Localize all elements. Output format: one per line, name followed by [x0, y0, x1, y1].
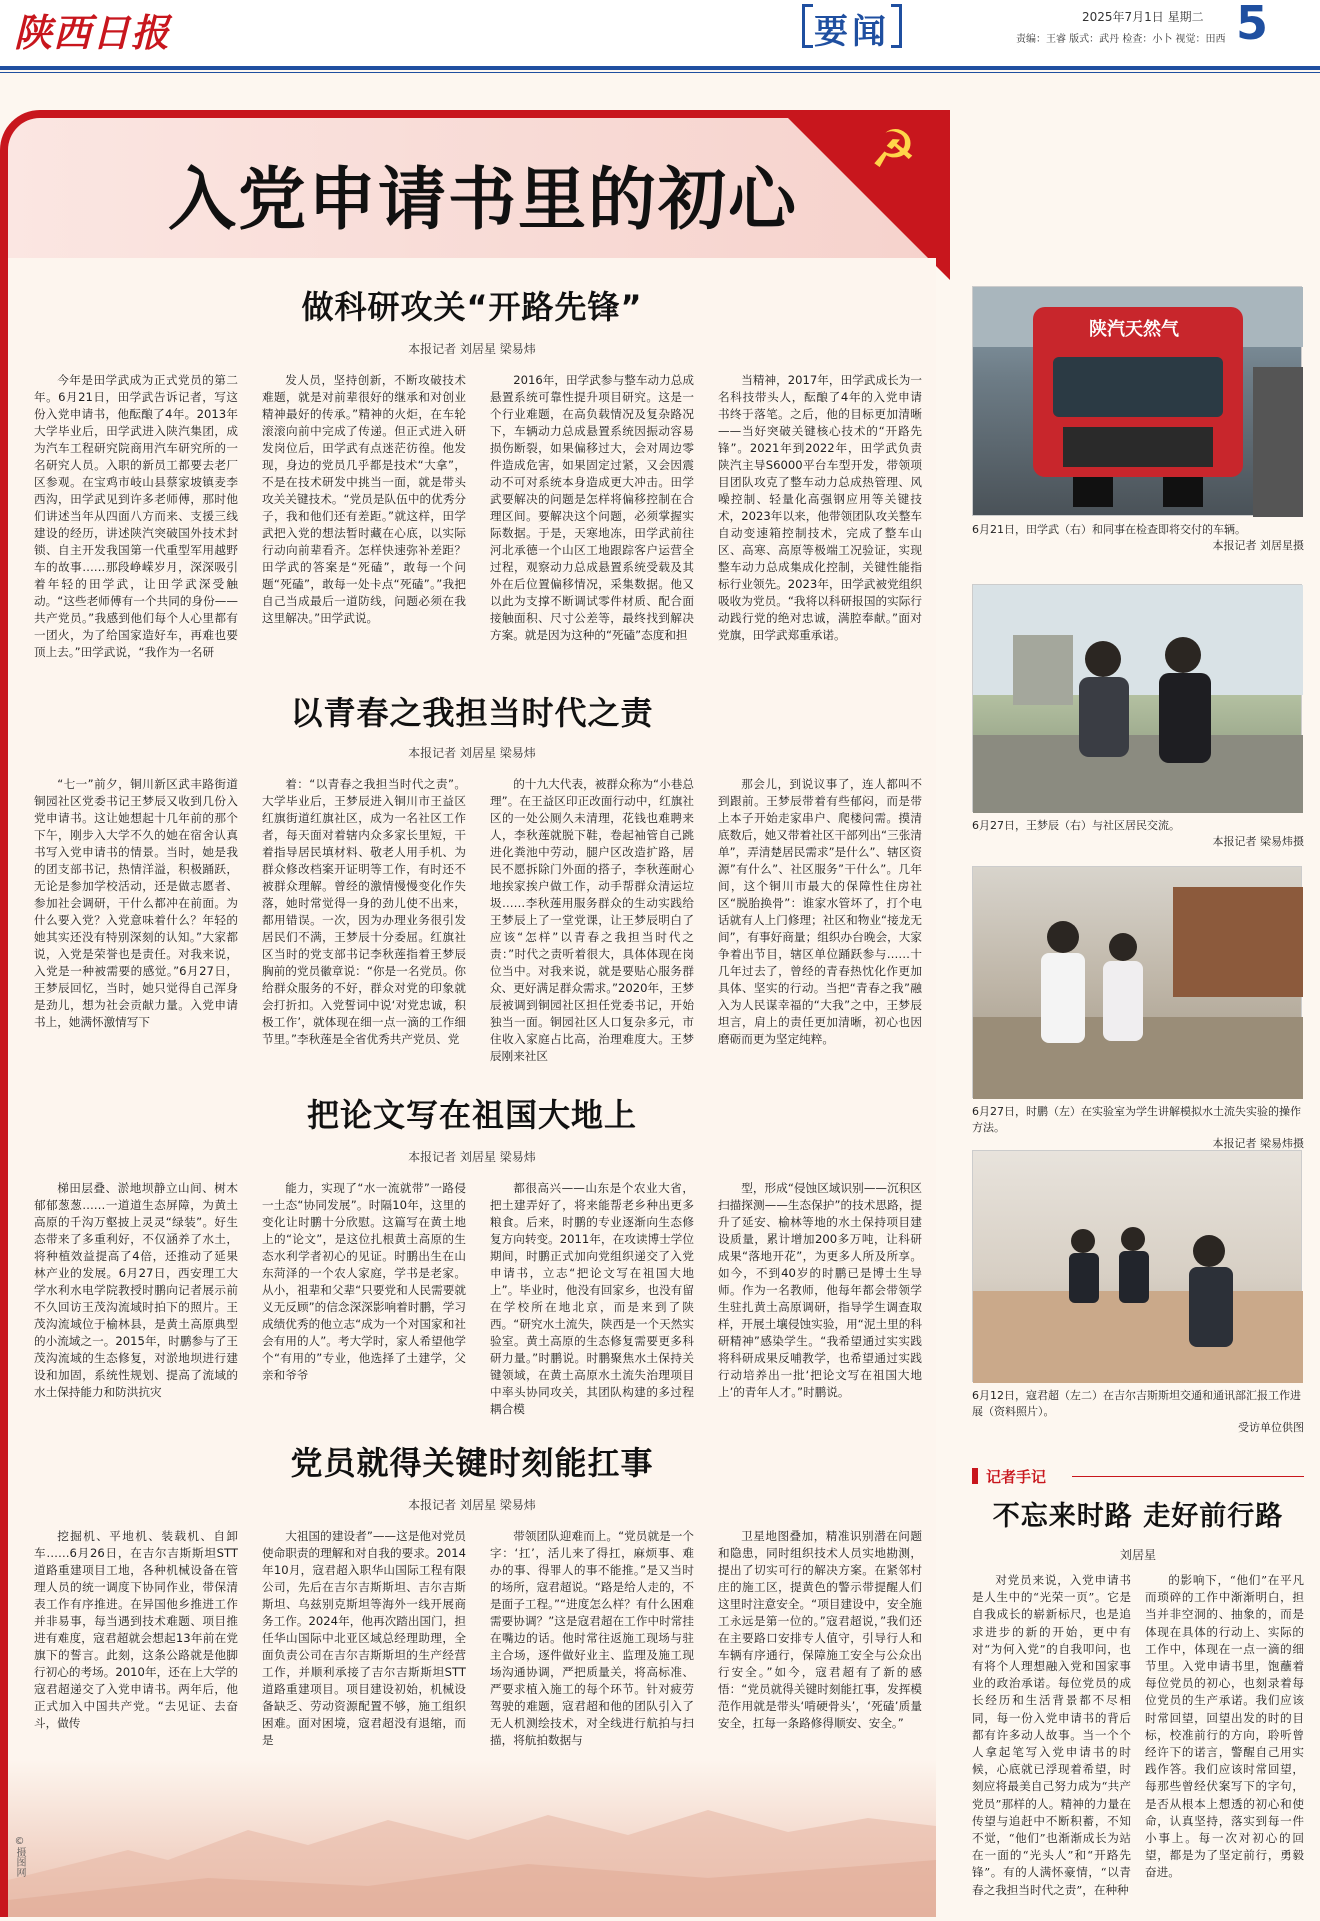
- photo-caption-4: [972, 1388, 1304, 1436]
- red-flag-corner: [780, 110, 950, 280]
- photo-truck: [972, 286, 1302, 516]
- truck-brand-text: 陕汽天然气: [1089, 319, 1179, 340]
- caption-credit: 本报记者 梁易炜摄: [1212, 1137, 1304, 1150]
- article-3-col-4: 型，形成“侵蚀区域识别——沉积区扫描探测——生态保护”的技术思路，提升了延安、榆林等地的水土保持项目建设质量，累计增加200多万吨，让科研成果“落地开花”，为更多人所及所享。如今，不到40岁的时鹏已是博士生导师。作为一名教师，他每年都会带领学生驻扎黄土高原调研，指导学生调查取样，开展土壤侵蚀实验，用“泥土里的科研精神”感染学生。“我希望通过实实践将科研成果反哺教学，也希望通过实践行动培养出一批‘把论文写在祖国大地上’的青年人才。”时鹏说。: [718, 1181, 922, 1399]
- article-body-4: [34, 1528, 922, 1754]
- community-illustration: [973, 585, 1303, 813]
- caption-text: 6月27日，时鹏（左）在实验室为学生讲解模拟水土流失实验的操作方法。: [972, 1105, 1301, 1134]
- hammer-sickle-icon: ☭: [870, 120, 917, 180]
- caption-credit: 本报记者 刘居星摄: [1212, 539, 1304, 552]
- article-4-col-1: 挖掘机、平地机、装载机、自卸车……6月26日，在吉尔吉斯斯坦STT道路重建项目工地，各种机械设备在管理人员的统一调度下协同作业，带保清表工作有序推进。在异国他乡推进工作并非易事，每当遇到技术难题、项目推进有难度，寇君超就会想起13年前在党旗下的誓言。此刻，这条公路就是他脚行初心的考场。2010年，还在上大学的寇君超递交了入党申请书。两年后，他正式加入中国共产党。“去见证、去奋斗，做传: [34, 1529, 238, 1730]
- article-4-col-3: 带领团队迎难而上。“党员就是一个字：‘扛’，活儿来了得扛，麻烦事、难办的事、得罪人的事不能推。”是又当时的场所，寇君超说。“路是给人走的，不是面子工程。”“进度怎么样？有什么困难需要协调？”这是寇君超在工作中时常挂在嘴边的话。他时常往返施工现场与驻主合场，逐件做好业主、监理及施工现场沟通协调，严把质量关，将高标准、严要求植入施工的每个环节。针对疲劳驾驶的难题，寇君超和他的团队引入了无人机测绘技术，对全线进行航拍与扫描，将航拍数据与: [490, 1529, 694, 1747]
- photo-community: [972, 584, 1302, 812]
- great-wall-illustration: [8, 1760, 936, 1917]
- caption-text: 6月12日，寇君超（左二）在吉尔吉斯斯坦交通和通讯部汇报工作进展（资料照片）。: [972, 1389, 1301, 1418]
- article-1-col-1: 今年是田学武成为正式党员的第二年。6月21日，田学武告诉记者，写这份入党申请书，他酝酿了4年。2013年大学毕业后，田学武进入陕汽集团，成为汽车工程研究院商用汽车研究所的一名研究人员。入职的新员工都要去老厂区参观。在宝鸡市岐山县蔡家坡镇麦李西沟，田学武见到许多老师傅，那时他们讲述当年从四面八方而来、支援三线建设的经历，讲述陕汽突破国外技术封锁、自主开发我国第一代重型军用越野车的故事……那段峥嵘岁月，深深吸引着年轻的田学武，让田学武深受触动。“这些老师傅有一个共同的身份——共产党员。”我感到他们每个人心里都有一团火，为了给国家造好车，再难也要顶上去。”田学武说，“我作为一名研: [34, 373, 238, 659]
- section-label: 要闻: [808, 4, 896, 44]
- photo-meeting: [972, 1150, 1302, 1382]
- meeting-illustration: [973, 1151, 1303, 1383]
- article-body-3: [34, 1180, 922, 1416]
- article-body-1: [34, 372, 922, 659]
- photo-caption-3: [972, 1104, 1304, 1152]
- article-title-3: 把论文写在祖国大地上: [306, 1096, 637, 1134]
- newspaper-logo: 陕西日报: [14, 10, 171, 55]
- photo-caption-2: [972, 818, 1304, 850]
- masthead-rule-thin: [0, 72, 1320, 73]
- article-4-col-4: 卫星地图叠加，精准识别潜在问题和隐患，同时组织技术人员实地勘测，提出了切实可行的解决方案。在紧邻村庄的施工区，提黄色的警示带提醒人们这里时注意安全。“项目建设中，安全施工永远是第一位的。”寇君超说，”我们还在主要路口安排专人值守，引导行人和车辆有序通行，保障施工安全与公众出行安全。”如今，寇君超有了新的感悟：“党员就得关键时刻能扛事，发挥模范作用就是带头‘啃硬骨头’，‘死磕’质量安全，扛每一条路修得顺安、安全。”: [718, 1529, 922, 1730]
- article-byline-1: 本报记者 刘居星 梁易炜: [408, 342, 536, 356]
- article-byline-4: 本报记者 刘居星 梁易炜: [408, 1498, 536, 1512]
- note-tag-label: 记者手记: [986, 1468, 1047, 1486]
- article-2-col-3: 的十九大代表，被群众称为“小巷总理”。在王益区印正改面行动中，红旗社区的一处公厕久未清理，花钱也难聘来人，李秋莲就脱下鞋，卷起袖管自己跳进化粪池中劳动，腿户区改造扩路，居民不愿拆除门外面的搭子，李秋莲耐心地挨家挨户做工作，动手帮群众清运垃圾……李秋莲用服务群众的生动实践给王梦辰上了一堂党课，让王梦辰明白了应该“怎样”以青春之我担当时代之责：”时代之责听着很大，具体体现在岗位当中。对我来说，就是要贴心服务群众、更好满足群众需求。”2020年，王梦辰被调到铜园社区担任党委书记，开始独当一面。铜园社区人口复杂多元，市住收入家庭占比高，治理难度大。王梦辰刚来社区: [490, 777, 694, 1063]
- reporter-note-body: [972, 1572, 1304, 1908]
- feature-main-title: 入党申请书里的初心: [168, 161, 799, 240]
- great-wall-decoration: [8, 1760, 936, 1917]
- caption-credit: 受访单位供图: [1238, 1421, 1304, 1434]
- caption-text: 6月27日，王梦辰（右）与社区居民交流。: [972, 819, 1180, 832]
- note-tag-bar: [972, 1468, 978, 1484]
- note-col-2: 的影响下，“他们”在平凡而琐碎的工作中渐渐明白，担当并非空洞的、抽象的，而是体现在具体的行动上、实际的工作中，体现在一点一滴的细节里。入党申请书里，饱蘸着每位党员的初心，也刻录着每位党员的生产承诺。我们应该时常回望，回望出发的时的目标，校准前行的方向，聆听曾经许下的诺言，警醒自己用实践作答。我们应该时常回望，每那些曾经伏案写下的字句，是否从根本上想透的初心和使命，认真坚持，落实到每一件小事上。每一次对初心的回望，都是为了坚定前行，勇毅奋进。: [1145, 1573, 1304, 1880]
- article-body-2: [34, 776, 922, 1063]
- article-3-col-1: 梯田层叠、淤地坝静立山间、树木郁郁葱葱……一道道生态屏障，为黄土高原的千沟万壑披上灵灵“绿装”。好生态带来了多重利好，不仅涵养了水土，将种植效益提高了4倍，还推动了延果林产业的发展。6月27日，西安理工大学水利水电学院教授时鹏向记者展示前不久回访王茂沟流域时拍下的照片。王茂沟流域位于榆林县，是黄土高原典型的小流域之一。2015年，时鹏参与了王茂沟流域的生态修复，对淤地坝进行建设和加固，系统性规划、提高了流域的水土保持能力和防洪抗灾: [34, 1181, 238, 1399]
- reporter-note-title: 不忘来时路 走好前行路: [992, 1501, 1284, 1532]
- article-1-col-2: 发人员，坚持创新，不断攻破技术难题，就是对前辈很好的继承和对创业精神最好的传承。”精神的火炬，在车轮滚滚向前中完成了传递。但正式进入研发岗位后，田学武有点迷茫彷徨。他发现，身边的党员几乎都是技术“大拿”，不是在技术研发中挑当一面，就是带头攻关关键技术。“党员是队伍中的优秀分子，我和他们还有差距。”就这样，田学武把入党的想法暂时藏在心底，以实际行动向前辈看齐。怎样快速弥补差距？田学武的答案是“死磕”，敢每一个问题“死磕”，敢每一处卡点“死磕”。”我把自己当成最后一道防线，问题必须在我这里解决。”田学武说。: [262, 373, 466, 625]
- photo-laboratory: [972, 866, 1302, 1098]
- article-1-col-3: 2016年，田学武参与整车动力总成悬置系统可靠性提升项目研究。这是一个行业难题，在高负载情况及复杂路况下，车辆动力总成悬置系统因振动容易损伤断裂，如果偏移过大，会对周边零件造成危害，如果固定过紧，又会因震动不可对系统本身造成更大冲击。田学武要解决的问题是怎样将偏移控制在合理区间。要解决这个问题，必须掌握实际数据。于是，天寒地冻，田学武前往河北承德一个山区工地跟踪客户运营全过程，观察动力总成悬置系统受载及其外在后位置偏移情况，采集数据。他又以此为支撑不断调试零件材质、配合面接触面积、尺寸公差等，最终找到解决方案。就是因为这种的“死磕”态度和担: [490, 373, 694, 642]
- editors-line: 责编：王睿 版式：武丹 检查：小卜 视觉：田西: [1016, 34, 1226, 45]
- reporter-note-author: 刘居星: [1119, 1548, 1156, 1562]
- article-title-1: 做科研攻关“开路先锋”: [301, 288, 643, 326]
- article-2-col-2: 着：“以青春之我担当时代之责”。大学毕业后，王梦辰进入铜川市王益区红旗街道红旗社区，成为一名社区工作者，每天面对着辖内众多家长里短，干着指导居民填材料、敬老人用手机、为群众修改档案开证明等工作，有时还不被群众理解。曾经的激情慢慢变化作失落，她时常觉得一身的劲儿使不出来，都用错误。一次，因为办理业务很引发居民们不满，王梦辰十分委屈。红旗社区当时的党支部书记李秋莲指着王梦辰胸前的党员徽章说：“你是一名党员。你给群众服务的不好，群众对党的印象就会打折扣。入党誓词中说‘对党忠诚，积极工作’，就体现在细一点一滴的工作细节里。”李秋莲是全省优秀共产党员、党: [262, 777, 466, 1046]
- article-3-col-3: 都很高兴——山东是个农业大省，把土建弄好了，将来能帮老乡种出更多粮食。后来，时鹏的专业逐渐向生态修复方向转变。2011年，在攻读博士学位期间，时鹏正式加向党组织递交了入党申请书，立志“把论文写在祖国大地上”。毕业时，他没有回家乡，也没有留在学校所在地北京，而是来到了陕西。“研究水土流失，陕西是一个天然实验室。黄土高原的生态修复需要更多科研力量。”时鹏说。时鹏聚焦水土保持关键领域，在黄土高原水土流失治理项目中率头协同攻关，其团队构建的多过程耦合模: [490, 1181, 694, 1416]
- page-number: 5: [1236, 0, 1269, 50]
- note-col-1: 对党员来说，入党申请书是人生中的“光荣一页”。它是自我成长的崭新标尺，也是追求进步的新的开始，更中有对“为何入党”的自我叩问，也有将个人理想融入党和国家事业的政治承诺。每位党员的成长经历和生活背景都不尽相同，每一份入党申请书的背后都有许多动人故事。当一个个人拿起笔写入党申请书的时候，心底就已浮现着希望，时刻应将最美自己努力成为“共产党员”那样的人。精神的力量在传望与追赶中不断积蓄，不知不觉，“他们”也渐渐成长为站在一面的“光头人”和“开路先锋”。有的人满怀豪情，“以青春之我担当时代之责”，在种种: [972, 1573, 1131, 1897]
- article-4-col-2: 大祖国的建设者”——这是他对党员使命职责的理解和对自我的要求。2014年10月，寇君超入职华山国际工程有限公司，先后在吉尔吉斯斯坦、吉尔吉斯斯坦、乌兹别克斯坦等海外一线开展商务工作。2024年，他再次踏出国门，担任华山国际中北亚区域总经理助理，全面负责公司在吉尔吉斯斯坦的生产经营工作，并顺利承接了吉尔吉斯斯坦STT道路重建项目。项目建设初始，机械设备缺乏、劳动资源配置不够，施工组织困难。面对困境，寇君超没有退缩，而是: [262, 1529, 466, 1747]
- article-3-col-2: 能力，实现了“水一流就带”一路侵一土态“协同发展”。时隔10年，这里的变化让时鹏十分欣慰。这篇写在黄土地上的“论文”，是这位扎根黄土高原的生态水利学者初心的见证。时鹏出生在山东菏泽的一个农人家庭，学书是老家。从小，祖辈和父辈“只要党和人民需要就义无反顾”的信念深深影响着时鹏，学习成绩优秀的他立志“成为一个对国家和社会有用的人”。考大学时，家人希望他学个“有用的”专业，他选择了土建学，父亲和爷爷: [262, 1181, 466, 1382]
- article-byline-3: 本报记者 刘居星 梁易炜: [408, 1150, 536, 1164]
- note-tag-line: [1072, 1476, 1304, 1477]
- article-title-2: 以青春之我担当时代之责: [290, 694, 654, 732]
- masthead-rule: [0, 66, 1320, 70]
- article-2-col-1: “七一”前夕，铜川新区武丰路街道铜园社区党委书记王梦辰又收到几份入党申请书。这让她想起十几年前的那个下午，刚步入大学不久的她在宿舍认真书写入党申请书的情景。当时，她是我的团支部书记，热情洋溢，积极踊跃，无论是参加学校活动，还是做志愿者、参加社会调研，干什么都冲在前面。为什么要入党？入党意味着什么？年轻的她其实还没有特别深刻的认知。”大家都说，入党是荣誉也是责任。对我来说，入党是一种被需要的感觉。”6月27日，王梦辰回忆，当时，她只觉得自己浑身是劲儿，想为社会贡献力量。入党申请书上，她满怀激情写下: [34, 777, 238, 1029]
- caption-text: 6月21日，田学武（右）和同事在检查即将交付的车辆。: [972, 523, 1246, 536]
- masthead: [0, 0, 1320, 66]
- article-title-4: 党员就得关键时刻能扛事: [290, 1444, 654, 1482]
- issue-date: 2025年7月1日 星期二: [1082, 10, 1204, 24]
- article-2-col-4: 那会儿，到说议事了，连人都叫不到跟前。王梦辰带着有些郁闷，而是带上本子开始走家串户、爬楼问需。摸清底数后，她又带着社区干部列出“三张清单”，弄清楚居民需求”是什么”、辖区资源”有什么”、社区服务”干什么”。几年间，这个铜川市最大的保障性住房社区“脱胎换骨”：谁家水管坏了，打个电话就有人上门修理；社区和物业“接龙无间”，有事好商量；组织办台晚会，大家争着出节目，辖区单位踊跃参与……十几年过去了，曾经的青春热忱化作更加具体、坚实的行动。当把“青春之我”融入为人民谋幸福的“大我”之中，王梦辰坦言，肩上的责任更加清晰，初心也因磨砺而更为坚定纯粹。: [718, 777, 922, 1046]
- photo-caption-1: [972, 522, 1304, 554]
- article-1-col-4: 当精神，2017年，田学武成长为一名科技带头人，酝酿了4年的入党申请书终于落笔。之后，他的目标更加清晰——当好突破关键核心技术的“开路先锋”。2021年到2022年，田学武负责陕汽主导S6000平台车型开发，带领项目团队攻克了整车动力总成热管理、风噪控制、轻量化高强钢应用等关键技术，2023年以来，他带领团队攻关整车自动变速箱控制技术，完成了整车山区、高寒、高原等极端工况验证，实现整车动力总成集成化控制，关键性能指标行业领先。2023年，田学武被党组织吸收为党员。“我将以科研报国的实际行动践行党的绝对忠诚，满腔奉献。”面对党旗，田学武郑重承诺。: [718, 373, 922, 642]
- article-byline-2: 本报记者 刘居星 梁易炜: [408, 746, 536, 760]
- laboratory-illustration: [973, 867, 1303, 1099]
- stock-photo-credit: ©摄图网: [14, 1836, 25, 1877]
- caption-credit: 本报记者 梁易炜摄: [1212, 835, 1304, 848]
- reporter-note-tag: [972, 1464, 1304, 1488]
